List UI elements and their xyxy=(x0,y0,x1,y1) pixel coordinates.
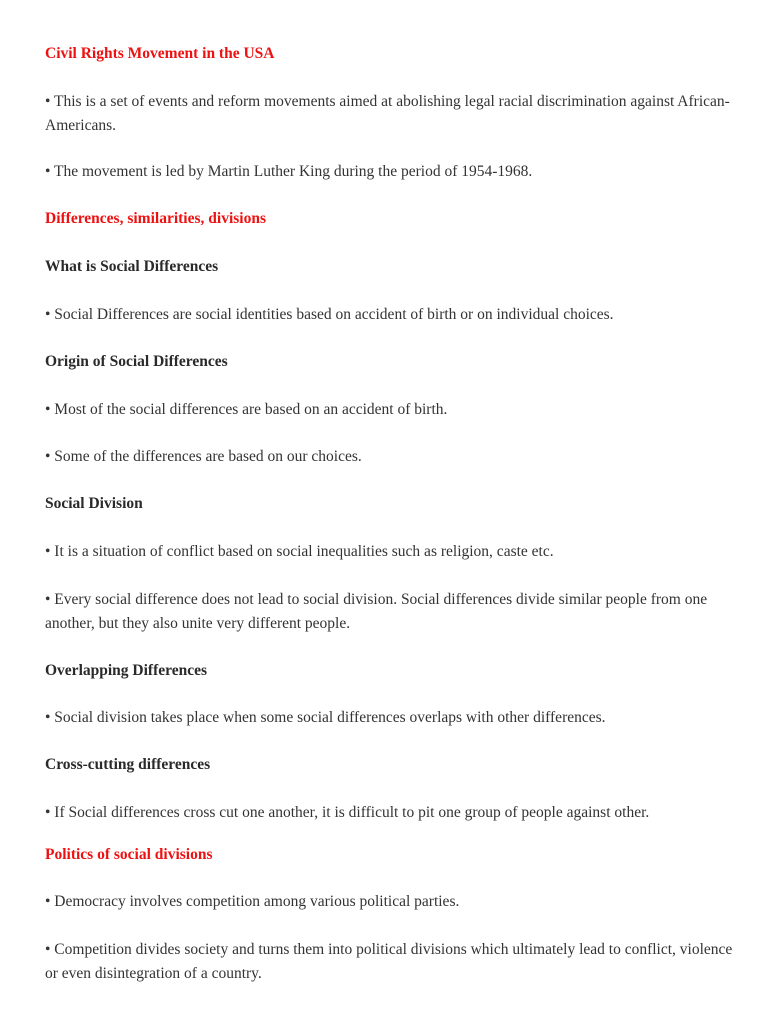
paragraph-origin-choices: • Some of the differences are based on our choices. xyxy=(45,448,362,465)
paragraph-cross-cutting-differences: • If Social differences cross cut one another, it is difficult to pit one group of people against other. xyxy=(45,804,650,821)
paragraph-origin-birth: • Most of the social differences are based on an accident of birth. xyxy=(45,401,448,418)
paragraph-overlapping-differences: • Social division takes place when some social differences overlaps with other differences. xyxy=(45,709,606,726)
paragraph-civil-rights-definition: • This is a set of events and reform movements aimed at abolishing legal racial discrimination against African-Americans. xyxy=(45,93,730,134)
heading-differences: Differences, similarities, divisions xyxy=(45,210,266,227)
subheading-social-division: Social Division xyxy=(45,495,143,512)
subheading-what-is-social-differences: What is Social Differences xyxy=(45,258,219,275)
paragraph-civil-rights-leader: • The movement is led by Martin Luther King during the period of 1954-1968. xyxy=(45,163,533,180)
paragraph-politics-competition: • Democracy involves competition among various political parties. xyxy=(45,893,460,910)
paragraph-politics-divisions: • Competition divides society and turns them into political divisions which ultimately lead to conflict, violence or even disintegration of a country. xyxy=(45,941,733,982)
subheading-origin-social-differences: Origin of Social Differences xyxy=(45,353,228,370)
paragraph-social-division-conflict: • It is a situation of conflict based on social inequalities such as religion, caste etc. xyxy=(45,543,554,560)
subheading-overlapping-differences: Overlapping Differences xyxy=(45,662,208,679)
paragraph-what-is-social-differences: • Social Differences are social identities based on accident of birth or on individual choices. xyxy=(45,306,614,323)
subheading-cross-cutting-differences: Cross-cutting differences xyxy=(45,756,211,773)
heading-civil-rights: Civil Rights Movement in the USA xyxy=(45,45,275,62)
paragraph-social-division-unite: • Every social difference does not lead to social division. Social differences divide similar people from one another, but they also unite very different people. xyxy=(45,591,708,632)
heading-politics-social-divisions: Politics of social divisions xyxy=(45,846,213,863)
